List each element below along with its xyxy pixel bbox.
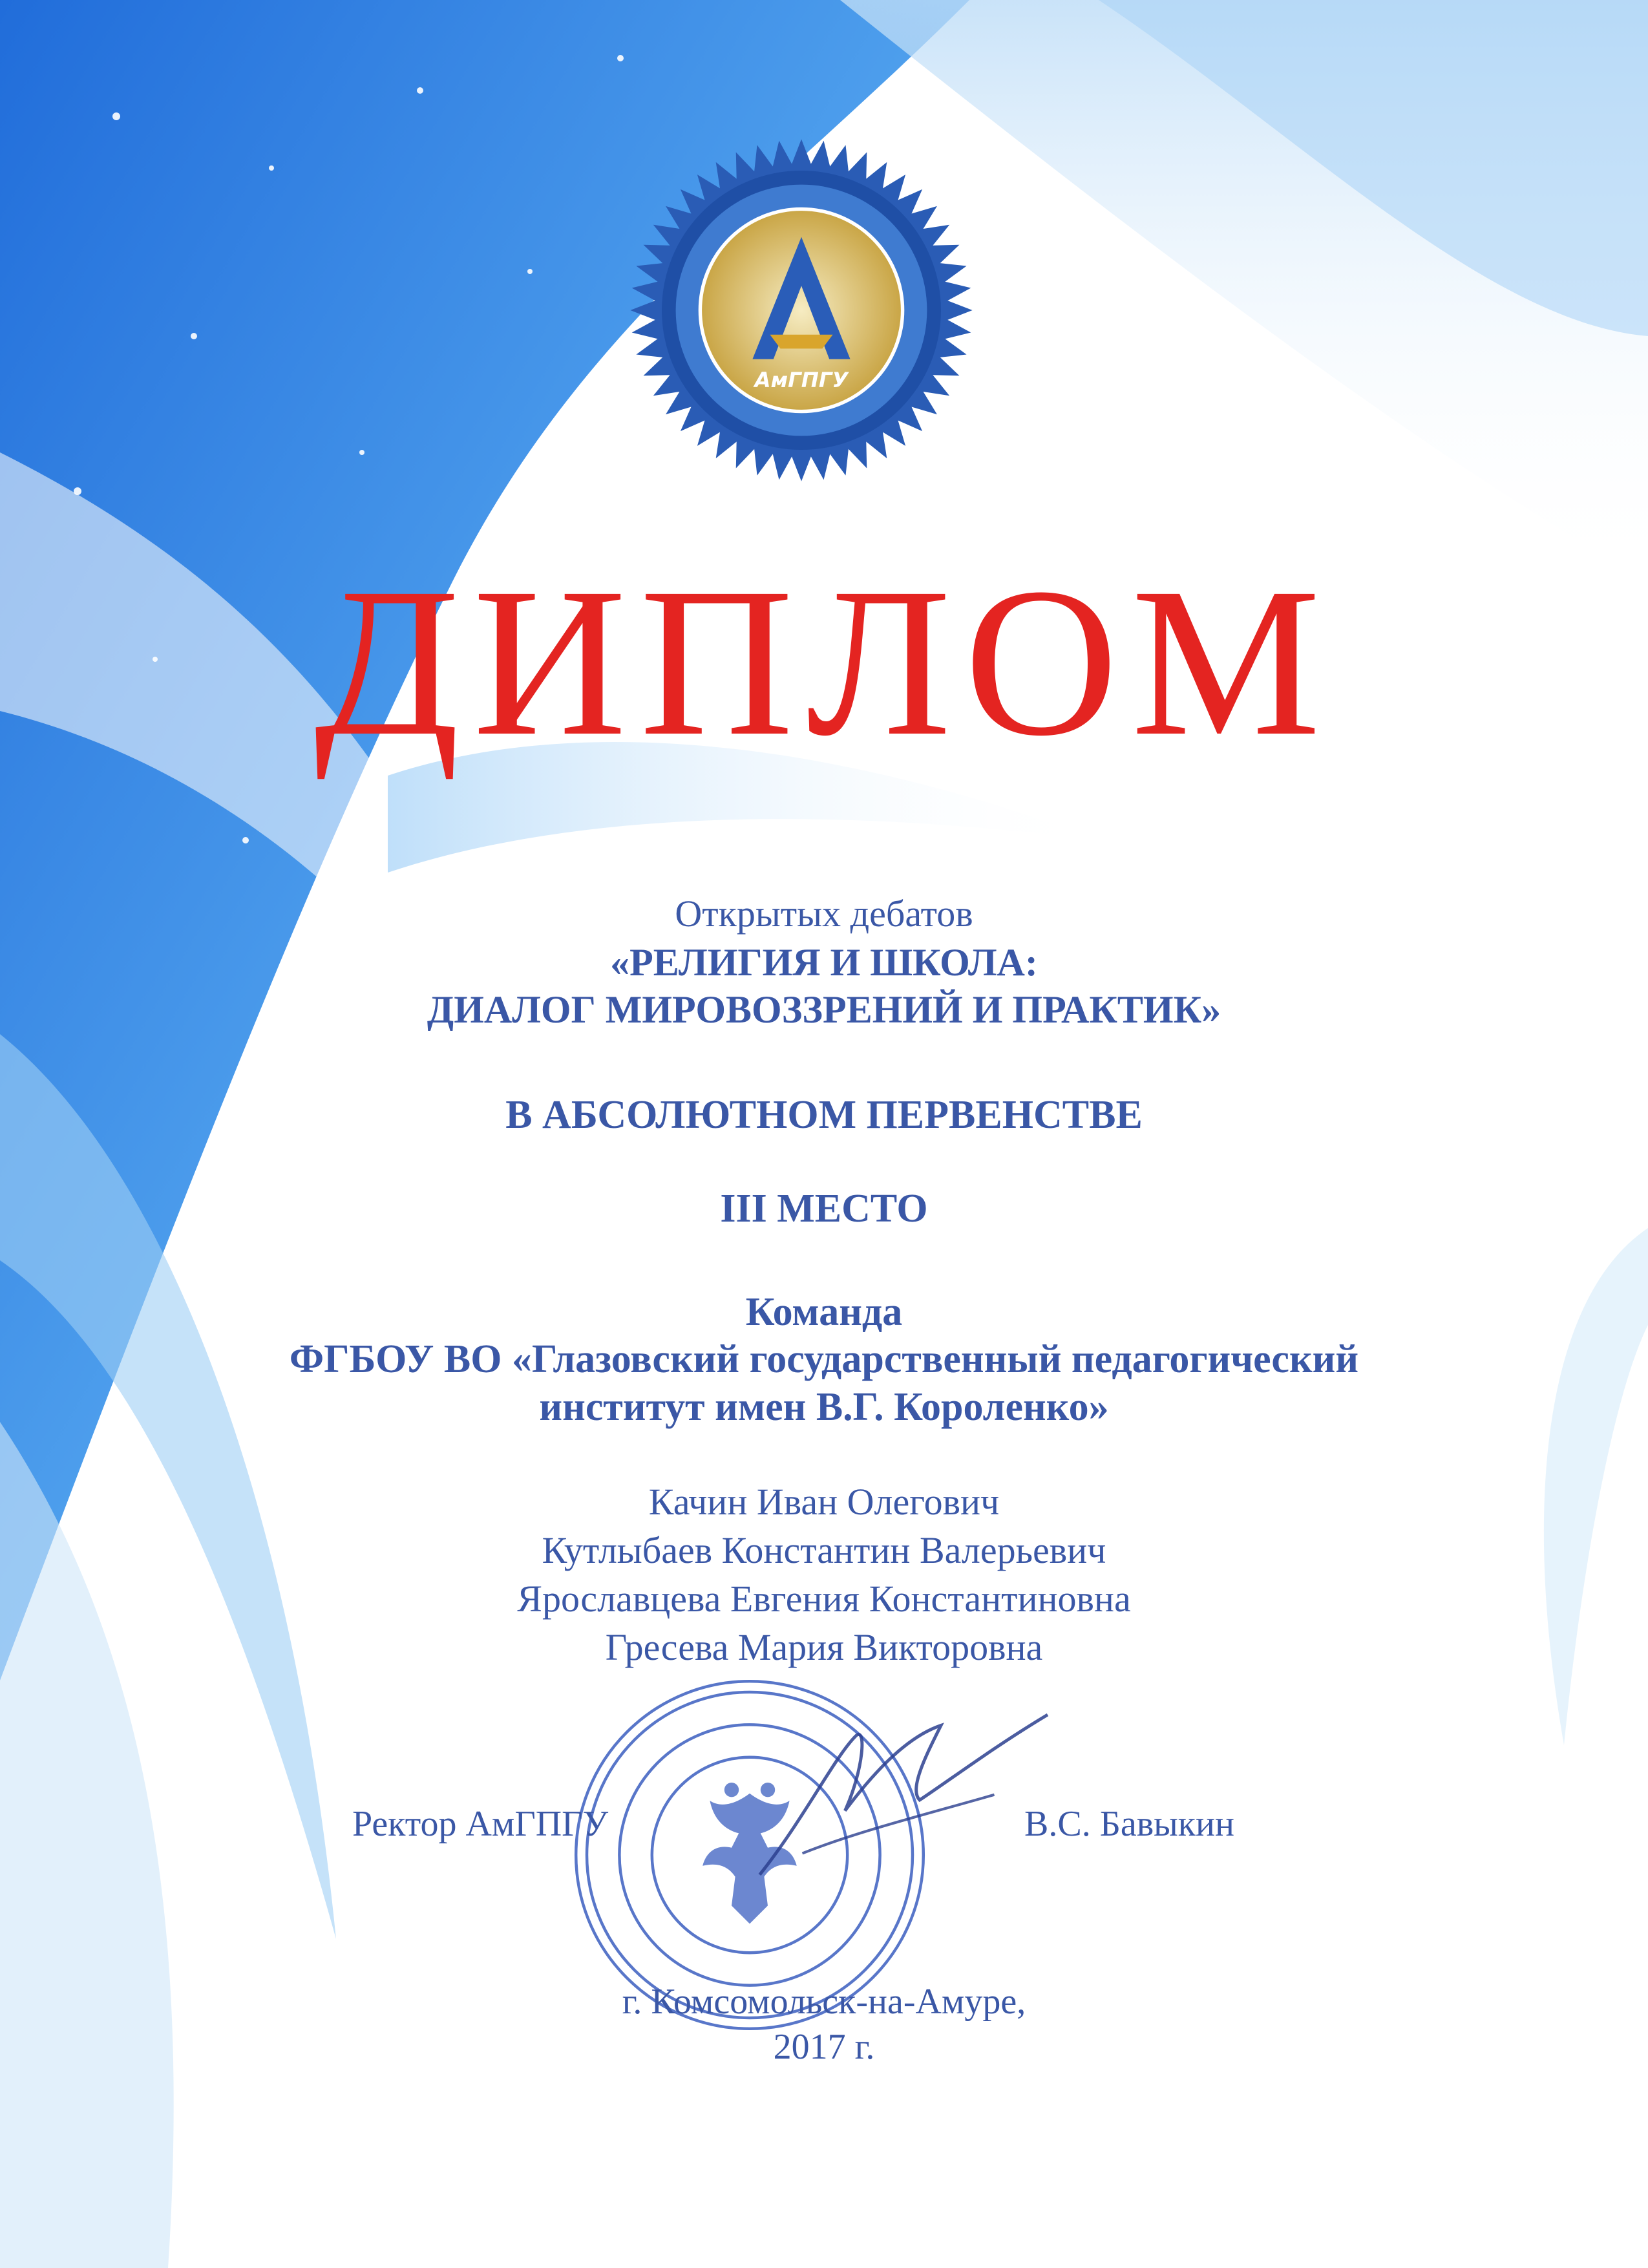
event-intro: Открытых дебатов <box>675 893 973 935</box>
diploma-title: ДИПЛОМ <box>314 544 1334 780</box>
team-organization-line-2: институт имен В.Г. Короленко» <box>539 1385 1109 1429</box>
team-member: Ярославцева Евгения Константиновна <box>517 1578 1131 1620</box>
team-member: Качин Иван Олегович <box>648 1481 1000 1523</box>
university-emblem-icon <box>627 136 976 485</box>
issue-year: 2017 г. <box>773 2027 875 2067</box>
svg-text:АмГПГУ: АмГПГУ <box>754 367 849 392</box>
award-category: В АБСОЛЮТНОМ ПЕРВЕНСТВЕ <box>505 1093 1143 1137</box>
signature-icon <box>737 1693 1060 1907</box>
signer-role: Ректор АмГПГУ <box>352 1804 609 1844</box>
team-member: Гресева Мария Викторовна <box>605 1626 1043 1668</box>
team-organization-line-1: ФГБОУ ВО «Глазовский государственный педагогический <box>289 1337 1359 1381</box>
event-title-line-2: ДИАЛОГ МИРОВОЗЗРЕНИЙ И ПРАКТИК» <box>427 988 1221 1031</box>
team-label: Команда <box>745 1290 903 1334</box>
team-member: Кутлыбаев Константин Валерьевич <box>542 1529 1106 1571</box>
award-place: III МЕСТО <box>720 1187 928 1231</box>
signer-name: В.С. Бавыкин <box>1024 1804 1234 1844</box>
issue-city: г. Комсомольск-на-Амуре, <box>622 1982 1026 2022</box>
event-title-line-1: «РЕЛИГИЯ И ШКОЛА: <box>610 941 1038 984</box>
